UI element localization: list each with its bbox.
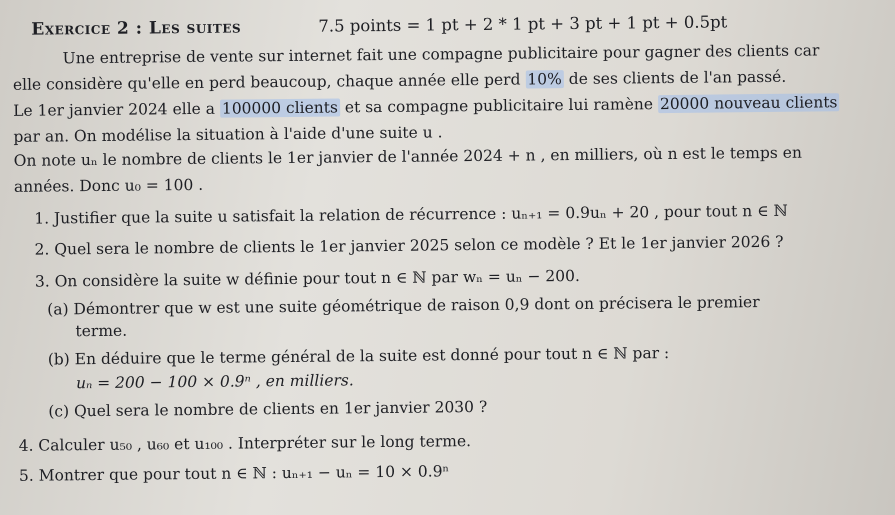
intro-line-4: par an. On modélise la situation à l'aide d'une suite u . xyxy=(13,123,443,146)
intro-line-1: Une entreprise de vente sur internet fait une compagne publicitaire pour gagner des clients car xyxy=(62,41,820,68)
question-3a-line-2: terme. xyxy=(75,321,128,341)
highlight-new-clients: 20000 nouveau clients xyxy=(659,93,838,114)
question-3: 3. On considère la suite w définie pour tout n ∈ ℕ par wₙ = uₙ − 200. xyxy=(34,266,580,291)
points-breakdown: 7.5 points = 1 pt + 2 * 1 pt + 3 pt + 1 pt + 0.5pt xyxy=(318,12,728,36)
question-3b-line-1: (b) En déduire que le terme général de la suite est donné pour tout n ∈ ℕ par : xyxy=(47,344,670,369)
intro-line-3 xyxy=(13,92,839,121)
question-5: 5. Montrer que pour tout n ∈ ℕ : uₙ₊₁ − uₙ = 10 × 0.9ⁿ xyxy=(18,462,450,485)
intro-line-2-text-b: de ses clients de l'an passé. xyxy=(563,67,787,89)
intro-line-5: On note uₙ le nombre de clients le 1er janvier de l'année 2024 + n , en milliers, où n est le temps en xyxy=(13,143,803,170)
question-3b-formula: uₙ = 200 − 100 × 0.9ⁿ , en milliers. xyxy=(75,371,354,393)
intro-line-3-text-b: et sa compagne publicitaire lui ramène xyxy=(339,95,659,117)
question-1: 1. Justifier que la suite u satisfait la relation de récurrence : uₙ₊₁ = 0.9uₙ + 20 , pour tout n ∈ ℕ xyxy=(34,201,788,228)
question-3c: (c) Quel sera le nombre de clients en 1er janvier 2030 ? xyxy=(48,397,488,421)
question-3a-line-1: (a) Démontrer que w est une suite géométrique de raison 0,9 dont on précisera le premier xyxy=(47,293,760,319)
exercise-title: Exercice 2 : Les suites xyxy=(31,17,242,40)
intro-line-3-text-a: Le 1er janvier 2024 elle a xyxy=(13,99,220,120)
intro-line-2 xyxy=(13,67,787,95)
question-4: 4. Calculer u₅₀ , u₆₀ et u₁₀₀ . Interpréter sur le long terme. xyxy=(18,432,472,455)
highlight-loss-rate: 10% xyxy=(527,70,562,89)
intro-line-6: années. Donc u₀ = 100 . xyxy=(13,175,204,196)
highlight-initial-clients: 100000 clients xyxy=(221,98,339,118)
question-2: 2. Quel sera le nombre de clients le 1er janvier 2025 selon ce modèle ? Et le 1er janvier 2026 ? xyxy=(34,232,784,259)
intro-line-2-text-a: elle considère qu'elle en perd beaucoup, chaque année elle perd xyxy=(12,70,526,94)
